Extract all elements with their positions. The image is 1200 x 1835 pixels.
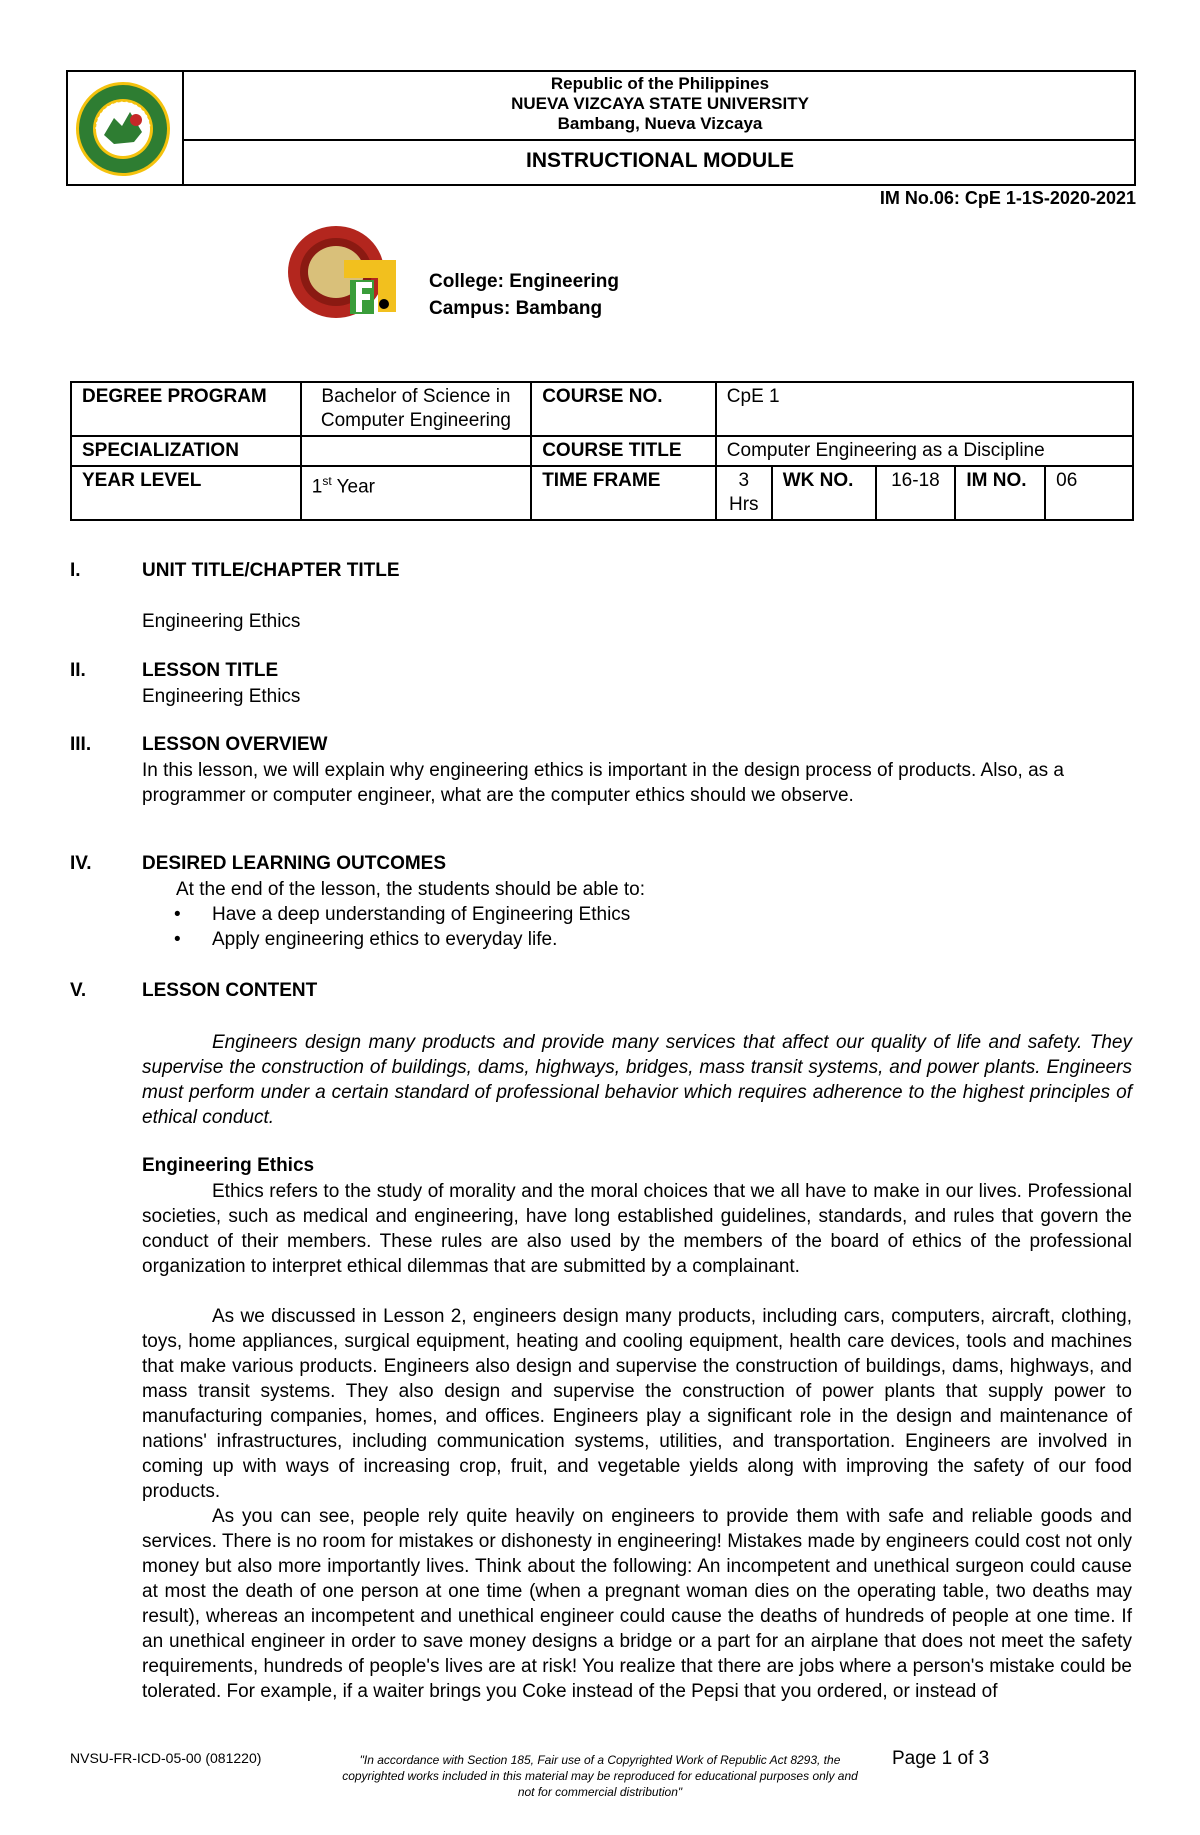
im-no-label: IM NO. (955, 466, 1045, 520)
year-level-number: 1 (311, 476, 323, 498)
content-intro: Engineers design many products and provide many services that affect our quality of life and safety. They supervise the construction of buildings, dams, highways, bridges, mass transit systems, and power plants. Engineers must perform under a certain standard of professional behavior which requires adherence to the highest principles of ethical conduct. (142, 1032, 1132, 1128)
college-label: College: Engineering (429, 271, 620, 292)
section-title: UNIT TITLE/CHAPTER TITLE (142, 560, 400, 581)
outcomes-intro: At the end of the lesson, the students should be able to: (176, 879, 645, 900)
time-frame-value: 3 Hrs (716, 466, 772, 520)
specialization-value (301, 436, 531, 466)
course-no-value: CpE 1 (716, 382, 1133, 436)
section-number: I. (70, 560, 81, 581)
module-title: INSTRUCTIONAL MODULE (526, 149, 794, 172)
university-location: Bambang, Nueva Vizcaya (557, 114, 763, 133)
header-text (184, 74, 1136, 134)
specialization-label: SPECIALIZATION (71, 436, 301, 466)
copyright-notice: "In accordance with Section 185, Fair use of a Copyrighted Work of Republic Act 8293, the copyrighted works included in this material may be reproduced for educational purposes only and not for commercial distribution" (342, 1753, 858, 1799)
lesson-overview-text: In this lesson, we will explain why engineering ethics is important in the design process of products. Also, as a programmer or computer engineer, what are the computer ethics should we observe. (142, 760, 1064, 806)
degree-program-value: Bachelor of Science in Computer Engineering (301, 382, 531, 436)
content-paragraph: Ethics refers to the study of morality and the moral choices that we all have to make in our lives. Professional societies, such as medical and engineering, have long established guidelines, standards, and rules that govern the conduct of their members. These rules are also used by the members of the board of ethics of the professional organization to interpret ethical dilemmas that are submitted by a complainant. (142, 1181, 1132, 1277)
section-title: DESIRED LEARNING OUTCOMES (142, 853, 447, 874)
page-number: Page 1 of 3 (892, 1748, 990, 1769)
university-seal (74, 80, 172, 178)
table-row (71, 466, 1133, 520)
year-level-word: Year (331, 476, 375, 498)
section-title: LESSON TITLE (142, 660, 279, 681)
college-logo (286, 222, 414, 330)
section-number: IV. (70, 853, 92, 874)
table-row (71, 436, 1133, 466)
outcomes-list (142, 902, 1042, 952)
section-number: III. (70, 734, 92, 755)
course-no-label: COURSE NO. (531, 382, 716, 436)
content-subheading: Engineering Ethics (142, 1155, 315, 1176)
university-name: NUEVA VIZCAYA STATE UNIVERSITY (511, 94, 809, 113)
header-divider (182, 139, 1136, 141)
course-info-table (70, 381, 1134, 521)
year-level-value (301, 466, 531, 520)
section-text: Engineering Ethics (142, 611, 301, 632)
course-title-label: COURSE TITLE (531, 436, 716, 466)
section-title: LESSON OVERVIEW (142, 734, 328, 755)
form-code: NVSU-FR-ICD-05-00 (081220) (70, 1750, 262, 1766)
section-number: V. (70, 980, 87, 1001)
campus-label: Campus: Bambang (429, 298, 603, 319)
content-paragraph: As you can see, people rely quite heavily on engineers to provide them with safe and reliable goods and services. There is no room for mistakes or dishonesty in engineering! Mistakes made by engineers could cost not only money but also more importantly lives. Think about the following: An incompetent and unethical surgeon could cause at most the death of one person at one time (when a pregnant woman dies on the operating table, two deaths may result), whereas an incompetent and unethical engineer could cause the deaths of hundreds of people at one time. If an unethical engineer in order to save money designs a bridge or a part for an airplane that does not meet the safety requirements, hundreds of people's lives are at risk! You realize that there are jobs where a person's mistake could be tolerated. For example, if a waiter brings you Coke instead of the Pepsi that you ordered, or instead of (142, 1506, 1132, 1702)
course-title-value: Computer Engineering as a Discipline (716, 436, 1133, 466)
section-text: Engineering Ethics (142, 686, 301, 707)
list-item: • Have a deep understanding of Engineering Ethics (142, 902, 1042, 927)
list-item: • Apply engineering ethics to everyday life. (142, 927, 1042, 952)
degree-program-label: DEGREE PROGRAM (71, 382, 301, 436)
year-level-suffix: st (322, 474, 332, 488)
content-paragraph: As we discussed in Lesson 2, engineers design many products, including cars, computers, aircraft, clothing, toys, home appliances, surgical equipment, heating and cooling equipment, health care devices, tools and machines that make various products. Engineers also design and supervise the construction of buildings, dams, highways, and mass transit systems. They also design and supervise the construction of power plants that supply power to manufacturing companies, homes, and offices. Engineers play a significant role in the design and maintenance of nations' infrastructures, including communication systems, utilities, and transportation. Engineers are involved in coming up with ways of increasing crop, fruit, and vegetable yields along with improving the safety of our food products. (142, 1306, 1132, 1502)
section-number: II. (70, 660, 86, 681)
college-campus (429, 268, 619, 322)
table-row (71, 382, 1133, 436)
wk-no-value: 16-18 (876, 466, 956, 520)
wk-no-label: WK NO. (772, 466, 876, 520)
republic-line: Republic of the Philippines (550, 74, 770, 93)
time-frame-label: TIME FRAME (531, 466, 716, 520)
im-no-value: 06 (1045, 466, 1133, 520)
im-number: IM No.06: CpE 1-1S-2020-2021 (879, 188, 1136, 208)
section-title: LESSON CONTENT (142, 980, 318, 1001)
year-level-label: YEAR LEVEL (71, 466, 301, 520)
